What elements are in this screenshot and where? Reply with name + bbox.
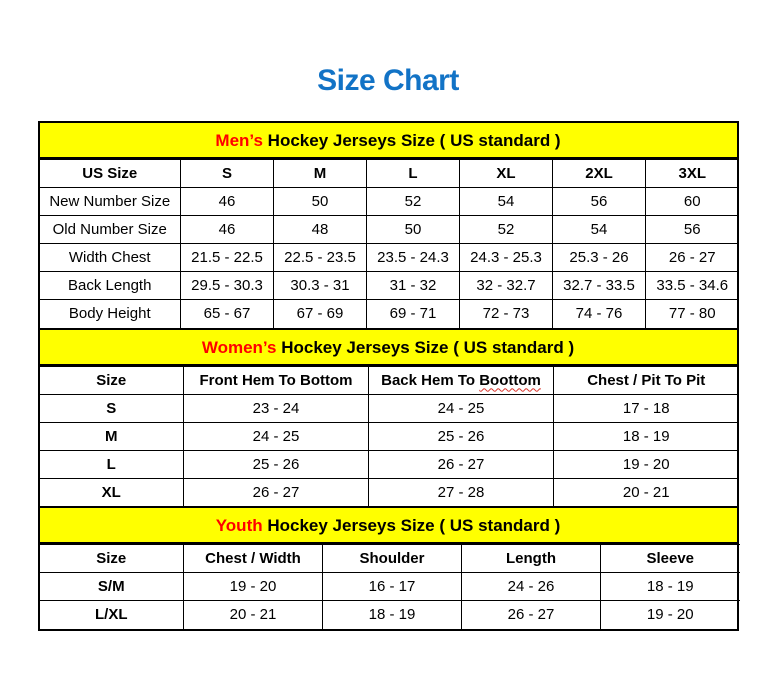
data-cell: 50 bbox=[274, 188, 367, 216]
data-cell: 24 - 25 bbox=[369, 394, 554, 422]
data-cell: 77 - 80 bbox=[646, 300, 739, 328]
mens-section-banner bbox=[40, 123, 737, 159]
data-cell: 27 - 28 bbox=[369, 478, 554, 506]
header-text: Back Hem To bbox=[381, 371, 480, 389]
data-cell: 24 - 26 bbox=[462, 573, 601, 601]
header-cell: Chest / Width bbox=[184, 545, 323, 573]
data-cell: 52 bbox=[367, 188, 460, 216]
row-label: L bbox=[40, 450, 184, 478]
data-cell: 26 - 27 bbox=[184, 478, 369, 506]
table-row bbox=[40, 244, 739, 272]
data-cell: 19 - 20 bbox=[601, 601, 740, 629]
data-cell: 46 bbox=[181, 216, 274, 244]
womens-section-banner bbox=[40, 330, 737, 366]
data-cell: 24 - 25 bbox=[184, 422, 369, 450]
youth-banner-text: Hockey Jerseys Size ( US standard ) bbox=[262, 516, 561, 535]
mens-size-table bbox=[40, 159, 739, 328]
misspelled-word: Boottom bbox=[479, 371, 541, 389]
data-cell: 33.5 - 34.6 bbox=[646, 272, 739, 300]
header-cell: Size bbox=[40, 545, 184, 573]
mens-section bbox=[40, 123, 737, 328]
mens-banner-highlight: Men’s bbox=[215, 131, 263, 150]
data-cell: 26 - 27 bbox=[369, 450, 554, 478]
data-cell: 31 - 32 bbox=[367, 272, 460, 300]
womens-banner-text: Hockey Jerseys Size ( US standard ) bbox=[276, 337, 575, 357]
womens-banner-highlight: Women’s bbox=[201, 337, 277, 357]
data-cell: 60 bbox=[646, 188, 739, 216]
youth-size-table bbox=[40, 544, 740, 629]
data-cell: 16 - 17 bbox=[323, 573, 462, 601]
data-cell: 54 bbox=[460, 188, 553, 216]
data-cell: 50 bbox=[367, 216, 460, 244]
data-cell: 25 - 26 bbox=[184, 450, 369, 478]
data-cell: 23.5 - 24.3 bbox=[367, 244, 460, 272]
data-cell: 32.7 - 33.5 bbox=[553, 272, 646, 300]
data-cell: 18 - 19 bbox=[554, 422, 739, 450]
table-row bbox=[40, 216, 739, 244]
data-cell: 19 - 20 bbox=[554, 450, 739, 478]
header-cell: 2XL bbox=[553, 160, 646, 188]
data-cell: 67 - 69 bbox=[274, 300, 367, 328]
header-cell: 3XL bbox=[646, 160, 739, 188]
header-cell: Length bbox=[462, 545, 601, 573]
table-row bbox=[40, 422, 739, 450]
header-cell: M bbox=[274, 160, 367, 188]
data-cell: 18 - 19 bbox=[601, 573, 740, 601]
youth-section-banner bbox=[40, 508, 737, 544]
row-label: Width Chest bbox=[40, 244, 181, 272]
row-label: S bbox=[40, 394, 184, 422]
table-row bbox=[40, 478, 739, 506]
page-title: Size Chart bbox=[317, 64, 459, 97]
table-row bbox=[40, 450, 739, 478]
data-cell: 24.3 - 25.3 bbox=[460, 244, 553, 272]
row-label: M bbox=[40, 422, 184, 450]
data-cell: 26 - 27 bbox=[462, 601, 601, 629]
table-row bbox=[40, 272, 739, 300]
header-cell: L bbox=[367, 160, 460, 188]
data-cell: 19 - 20 bbox=[184, 573, 323, 601]
womens-section bbox=[40, 328, 737, 507]
data-cell: 20 - 21 bbox=[184, 601, 323, 629]
data-cell: 54 bbox=[553, 216, 646, 244]
data-cell: 56 bbox=[646, 216, 739, 244]
table-row bbox=[40, 188, 739, 216]
header-cell: Front Hem To Bottom bbox=[184, 366, 369, 394]
womens-size-table bbox=[40, 366, 739, 507]
mens-banner-text: Hockey Jerseys Size ( US standard ) bbox=[262, 131, 561, 150]
data-cell: 72 - 73 bbox=[460, 300, 553, 328]
data-cell: 30.3 - 31 bbox=[274, 272, 367, 300]
header-cell: XL bbox=[460, 160, 553, 188]
data-cell: 22.5 - 23.5 bbox=[274, 244, 367, 272]
data-cell: 25.3 - 26 bbox=[553, 244, 646, 272]
data-cell: 23 - 24 bbox=[184, 394, 369, 422]
row-label: Old Number Size bbox=[40, 216, 181, 244]
data-cell: 48 bbox=[274, 216, 367, 244]
data-cell: 21.5 - 22.5 bbox=[181, 244, 274, 272]
womens-header-row bbox=[40, 366, 739, 394]
data-cell: 74 - 76 bbox=[553, 300, 646, 328]
data-cell: 52 bbox=[460, 216, 553, 244]
table-row bbox=[40, 300, 739, 328]
header-cell: Shoulder bbox=[323, 545, 462, 573]
data-cell: 56 bbox=[553, 188, 646, 216]
row-label: L/XL bbox=[40, 601, 184, 629]
header-cell: S bbox=[181, 160, 274, 188]
mens-header-row bbox=[40, 160, 739, 188]
table-row bbox=[40, 601, 740, 629]
data-cell: 26 - 27 bbox=[646, 244, 739, 272]
row-label: New Number Size bbox=[40, 188, 181, 216]
data-cell: 18 - 19 bbox=[323, 601, 462, 629]
header-cell: Chest / Pit To Pit bbox=[554, 366, 739, 394]
data-cell: 17 - 18 bbox=[554, 394, 739, 422]
row-label: S/M bbox=[40, 573, 184, 601]
header-cell: Size bbox=[40, 366, 184, 394]
header-cell: US Size bbox=[40, 160, 181, 188]
data-cell: 65 - 67 bbox=[181, 300, 274, 328]
data-cell: 25 - 26 bbox=[369, 422, 554, 450]
row-label: Body Height bbox=[40, 300, 181, 328]
header-cell: Sleeve bbox=[601, 545, 740, 573]
youth-banner-highlight: Youth bbox=[215, 516, 263, 535]
youth-header-row bbox=[40, 545, 740, 573]
youth-section bbox=[40, 506, 737, 629]
header-cell bbox=[369, 366, 554, 394]
data-cell: 46 bbox=[181, 188, 274, 216]
table-row bbox=[40, 394, 739, 422]
data-cell: 32 - 32.7 bbox=[460, 272, 553, 300]
table-row bbox=[40, 573, 740, 601]
data-cell: 20 - 21 bbox=[554, 478, 739, 506]
row-label: XL bbox=[40, 478, 184, 506]
data-cell: 69 - 71 bbox=[367, 300, 460, 328]
data-cell: 29.5 - 30.3 bbox=[181, 272, 274, 300]
size-chart-table bbox=[38, 121, 739, 631]
row-label: Back Length bbox=[40, 272, 181, 300]
